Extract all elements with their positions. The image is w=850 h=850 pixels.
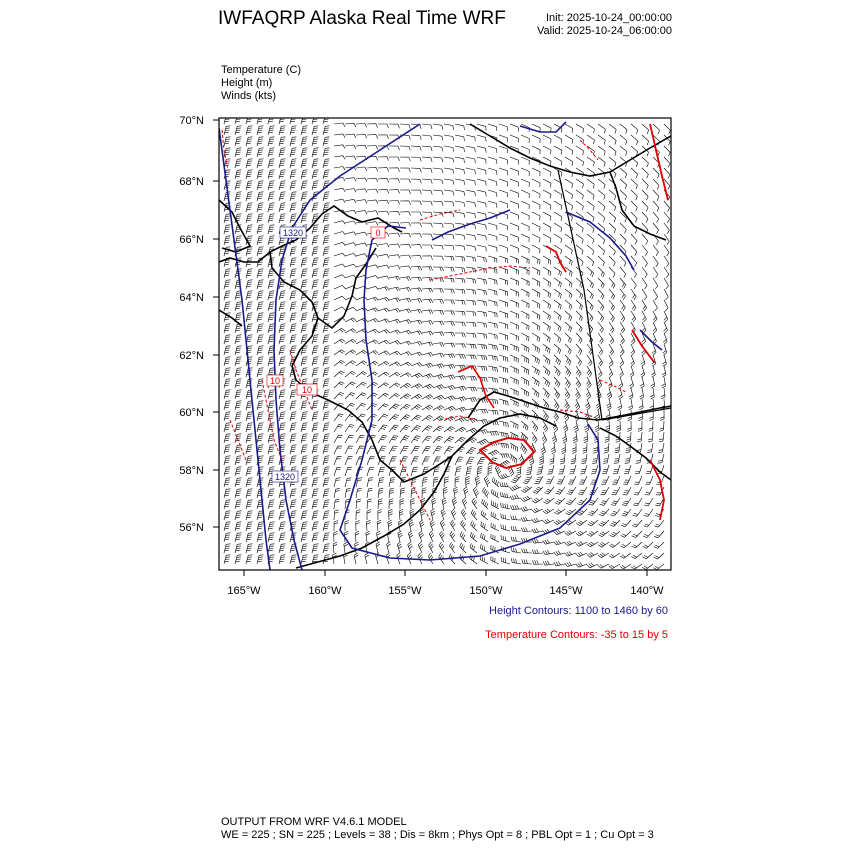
latitude-axis [179,115,219,534]
height-label-2 [272,471,298,482]
longitude-axis [227,570,664,597]
svg-text:10: 10 [301,385,313,395]
field-height: Height (m) [221,77,273,89]
wind-barbs [224,115,670,570]
map-title: IWFAQRP Alaska Real Time WRF [218,8,506,29]
field-temperature: Temperature (C) [221,64,302,76]
lat-label: 68°N [179,176,204,188]
footer-model: OUTPUT FROM WRF V4.6.1 MODEL [221,816,407,828]
lat-label: 62°N [179,350,204,362]
lon-label: 160°W [308,585,342,597]
temperature-label-3 [297,384,317,395]
wind-barb-set [224,115,670,570]
svg-text:10: 10 [269,376,281,386]
svg-text:1320: 1320 [274,472,296,482]
lon-label: 150°W [469,585,503,597]
height-label-1 [280,227,306,238]
init-time: Init: 2025-10-24_00:00:00 [546,12,672,24]
lat-label: 66°N [179,234,204,246]
lat-label: 60°N [179,407,204,419]
lon-label: 165°W [227,585,261,597]
footer-config: WE = 225 ; SN = 225 ; Levels = 38 ; Dis = 8km ; Phys Opt = 8 ; PBL Opt = 1 ; Cu Opt = 3 [221,829,654,841]
valid-time: Valid: 2025-10-24_06:00:00 [537,25,672,37]
lat-label: 70°N [179,115,204,127]
temperature-contours-note: Temperature Contours: -35 to 15 by 5 [485,629,668,641]
height-contours-note: Height Contours: 1100 to 1460 by 60 [489,605,668,617]
lat-label: 58°N [179,465,204,477]
lon-label: 145°W [549,585,583,597]
lon-label: 155°W [388,585,422,597]
field-winds: Winds (kts) [221,90,276,102]
temperature-label-2 [267,375,283,386]
svg-text:0: 0 [375,228,381,238]
lat-label: 56°N [179,522,204,534]
svg-text:1320: 1320 [282,228,304,238]
temperature-label-1 [371,227,385,238]
lon-label: 140°W [630,585,664,597]
lat-label: 64°N [179,292,204,304]
